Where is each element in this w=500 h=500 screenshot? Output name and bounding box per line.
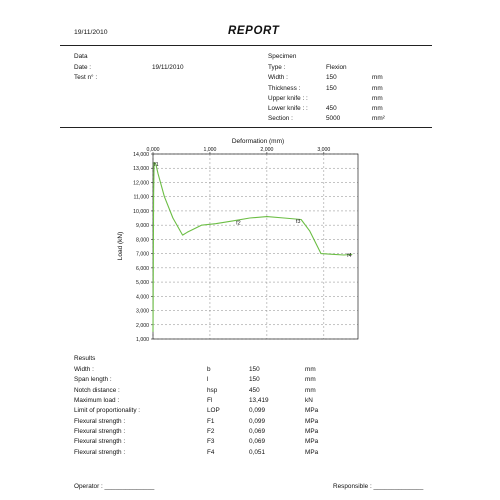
specimen-thickness-unit: mm <box>372 85 383 92</box>
specimen-section-value: 5000 <box>326 115 341 122</box>
specimen-upper-knife-label: Upper knife : : <box>268 95 308 102</box>
result-f2-symbol: F2 <box>207 428 215 435</box>
result-notch-symbol: hsp <box>207 387 218 394</box>
specimen-thickness-value: 150 <box>326 85 337 92</box>
result-f4-value: 0,051 <box>249 449 265 456</box>
info-divider <box>60 127 432 128</box>
result-notch-unit: mm <box>305 387 316 394</box>
chart-x-axis-label: Deformation (mm) <box>231 138 285 145</box>
result-maxload-unit: kN <box>305 397 313 404</box>
result-f3-symbol: F3 <box>207 438 215 445</box>
specimen-upper-knife-unit: mm <box>372 95 383 102</box>
result-f2-label: Flexural strength : <box>74 428 126 435</box>
load-deformation-chart <box>0 130 500 490</box>
chart-y-tick-label: 2,000 <box>136 322 149 329</box>
result-width-unit: mm <box>305 366 316 373</box>
chart-y-tick-label: 13,000 <box>133 166 149 173</box>
report-title: REPORT <box>228 25 280 37</box>
result-f3-value: 0,069 <box>249 438 265 445</box>
chart-y-tick-label: 12,000 <box>133 180 149 187</box>
result-notch-value: 450 <box>249 387 260 394</box>
result-f1-symbol: F1 <box>207 418 215 425</box>
data-date-value: 19/11/2010 <box>152 64 184 71</box>
specimen-type-label: Type : <box>268 64 286 71</box>
chart-annotation-label: f3 <box>295 218 301 225</box>
result-maxload-label: Maximum load : <box>74 397 120 404</box>
chart-plot-frame <box>153 154 358 339</box>
specimen-lower-knife-value: 450 <box>326 105 337 112</box>
chart-y-tick-label: 14,000 <box>133 152 149 158</box>
chart-y-tick-label: 9,000 <box>136 223 149 230</box>
result-f4-unit: MPa <box>305 449 319 456</box>
chart-annotation-label: f1 <box>154 161 159 168</box>
chart-gridlines <box>153 154 358 339</box>
result-f4-symbol: F4 <box>207 449 215 456</box>
specimen-lower-knife-unit: mm <box>372 105 383 112</box>
specimen-width-value: 150 <box>326 74 337 81</box>
header-divider <box>60 45 432 46</box>
chart-y-ticks <box>133 152 153 343</box>
result-maxload-symbol: Fl <box>207 397 213 404</box>
chart-x-tick-label: 0,000 <box>146 147 160 153</box>
chart-y-tick-label: 7,000 <box>136 251 149 258</box>
result-f3-unit: MPa <box>305 438 319 445</box>
specimen-width-label: Width : <box>268 74 288 81</box>
chart-y-tick-label: 4,000 <box>136 294 149 301</box>
specimen-section-unit: mm² <box>372 115 385 122</box>
operator-signature-line: Operator : ______________ <box>74 483 155 490</box>
specimen-width-unit: mm <box>372 74 383 81</box>
result-notch-label: Notch distance : <box>74 387 120 394</box>
result-width-symbol: b <box>207 366 211 373</box>
chart-series-line <box>153 163 352 332</box>
result-maxload-value: 13,419 <box>249 397 269 404</box>
result-f3-label: Flexural strength : <box>74 438 126 445</box>
result-lop-label: Limit of proportionality : <box>74 407 141 414</box>
result-f1-unit: MPa <box>305 418 319 425</box>
data-heading: Data <box>74 53 88 60</box>
data-date-label: Date : <box>74 64 92 71</box>
chart-y-tick-label: 3,000 <box>136 308 149 315</box>
result-span-symbol: l <box>207 376 209 383</box>
result-lop-unit: MPa <box>305 407 319 414</box>
chart-x-tick-label: 3,000 <box>317 147 331 153</box>
result-span-unit: mm <box>305 376 316 383</box>
chart-y-tick-label: 10,000 <box>133 208 149 215</box>
specimen-lower-knife-label: Lower knife : : <box>268 105 308 112</box>
result-span-label: Span length : <box>74 376 112 383</box>
result-f1-label: Flexural strength : <box>74 418 126 425</box>
chart-y-tick-label: 8,000 <box>136 237 149 244</box>
chart-y-tick-label: 1,000 <box>136 337 149 343</box>
result-f2-unit: MPa <box>305 428 319 435</box>
chart-x-tick-label: 1,000 <box>203 147 217 153</box>
chart-x-tick-label: 2,000 <box>260 147 274 153</box>
chart-annotations <box>154 162 352 259</box>
chart-y-tick-label: 6,000 <box>136 265 149 272</box>
chart-y-tick-label: 11,000 <box>133 194 149 201</box>
chart-x-ticks <box>147 147 331 154</box>
specimen-heading: Specimen <box>268 53 297 60</box>
report-date: 19/11/2010 <box>74 29 108 36</box>
chart-y-tick-label: 5,000 <box>136 280 149 287</box>
specimen-section-label: Section : <box>268 115 293 122</box>
responsible-signature-line: Responsible : ______________ <box>333 483 424 490</box>
result-span-value: 150 <box>249 376 260 383</box>
result-f2-value: 0,069 <box>249 428 265 435</box>
chart-y-axis-label: Load (kN) <box>117 231 124 261</box>
result-f4-label: Flexural strength : <box>74 449 126 456</box>
chart-annotation-label: f4 <box>347 253 352 260</box>
chart-annotation-label: f2 <box>236 220 241 227</box>
result-width-value: 150 <box>249 366 260 373</box>
result-f1-value: 0,099 <box>249 418 265 425</box>
specimen-thickness-label: Thickness : <box>268 85 301 92</box>
result-width-label: Width : <box>74 366 94 373</box>
specimen-type-value: Flexion <box>326 64 347 71</box>
results-heading: Results <box>74 355 96 362</box>
result-lop-symbol: LOP <box>207 407 220 414</box>
data-test-label: Test n° : <box>74 74 98 81</box>
result-lop-value: 0,099 <box>249 407 265 414</box>
chart-series <box>153 163 352 332</box>
